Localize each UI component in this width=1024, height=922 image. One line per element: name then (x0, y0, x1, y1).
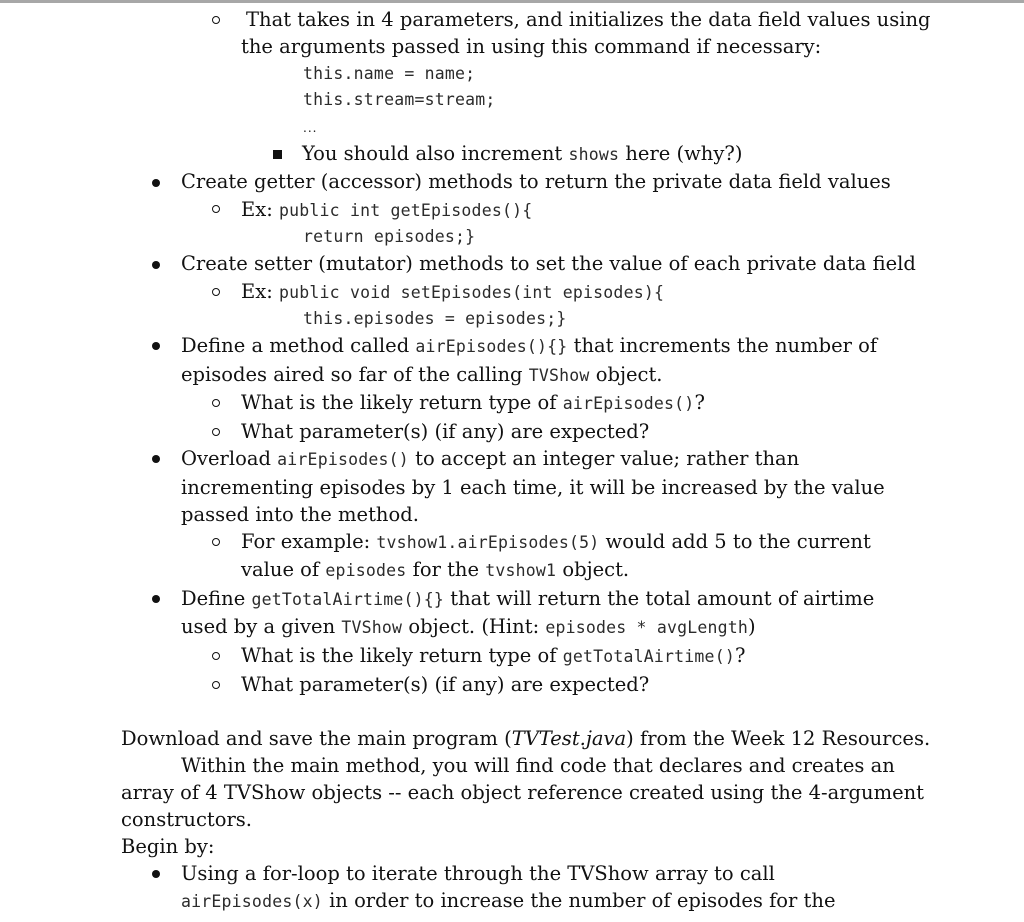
total-airtime-question-1: What is the likely return type of getTotalAirtime()? (241, 644, 746, 667)
circle-bullet (212, 681, 220, 689)
air-episodes-question-2: What parameter(s) (if any) are expected? (241, 420, 650, 443)
circle-bullet (212, 205, 220, 213)
code-this-name: this.name = name; (303, 64, 476, 83)
increment-shows-note: You should also increment shows here (why?) (302, 142, 743, 165)
download-line-2: Within the main method, you will find code that declares and creates an (181, 754, 895, 777)
code-ellipsis: ... (303, 121, 318, 135)
overload-example-line-1: For example: tvshow1.airEpisodes(5) would add 5 to the current (241, 530, 871, 553)
total-airtime-line-1: Define getTotalAirtime(){} that will return the total amount of airtime (181, 587, 875, 610)
overload-line-2: incrementing episodes by 1 each time, it will be increased by the value (181, 476, 885, 499)
setter-text: Create setter (mutator) methods to set the value of each private data field (181, 252, 916, 275)
download-line-3: array of 4 TVShow objects -- each object reference created using the 4-argument (121, 781, 925, 804)
circle-bullet (212, 16, 220, 24)
disc-bullet (152, 261, 160, 269)
constructor-line-1: That takes in 4 parameters, and initializes the data field values using (246, 8, 931, 31)
setter-example: Ex: public void setEpisodes(int episodes){ (241, 280, 665, 303)
circle-bullet (212, 399, 220, 407)
disc-bullet (152, 455, 160, 463)
download-line-1: Download and save the main program (TVTest.java) from the Week 12 Resources. (121, 727, 931, 750)
disc-bullet (152, 179, 160, 187)
overload-line-3: passed into the method. (181, 503, 419, 526)
code-this-stream: this.stream=stream; (303, 90, 496, 109)
total-airtime-question-2: What parameter(s) (if any) are expected? (241, 673, 650, 696)
square-bullet (273, 150, 282, 159)
total-airtime-line-2: used by a given TVShow object. (Hint: episodes * avgLength) (181, 615, 756, 638)
air-episodes-line-2: episodes aired so far of the calling TVShow object. (181, 363, 663, 386)
circle-bullet (212, 428, 220, 436)
download-line-4: constructors. (121, 808, 252, 831)
begin-item-line-2: airEpisodes(x) in order to increase the number of episodes for the (181, 889, 836, 912)
air-episodes-question-1: What is the likely return type of airEpisodes()? (241, 391, 705, 414)
circle-bullet (212, 288, 220, 296)
getter-code-return: return episodes;} (303, 227, 476, 246)
overload-line-1: Overload airEpisodes() to accept an integer value; rather than (181, 447, 800, 470)
circle-bullet (212, 538, 220, 546)
disc-bullet (152, 342, 160, 350)
overload-example-line-2: value of episodes for the tvshow1 object. (241, 558, 630, 581)
top-border (0, 0, 1024, 3)
setter-code-assign: this.episodes = episodes;} (303, 309, 567, 328)
constructor-line-2: the arguments passed in using this command if necessary: (241, 35, 822, 58)
begin-label: Begin by: (121, 835, 215, 858)
disc-bullet (152, 870, 160, 878)
air-episodes-line-1: Define a method called airEpisodes(){} that increments the number of (181, 334, 878, 357)
circle-bullet (212, 652, 220, 660)
disc-bullet (152, 595, 160, 603)
begin-item-line-1: Using a for-loop to iterate through the TVShow array to call (181, 862, 775, 885)
getter-text: Create getter (accessor) methods to return the private data field values (181, 170, 891, 193)
getter-example: Ex: public int getEpisodes(){ (241, 198, 533, 221)
